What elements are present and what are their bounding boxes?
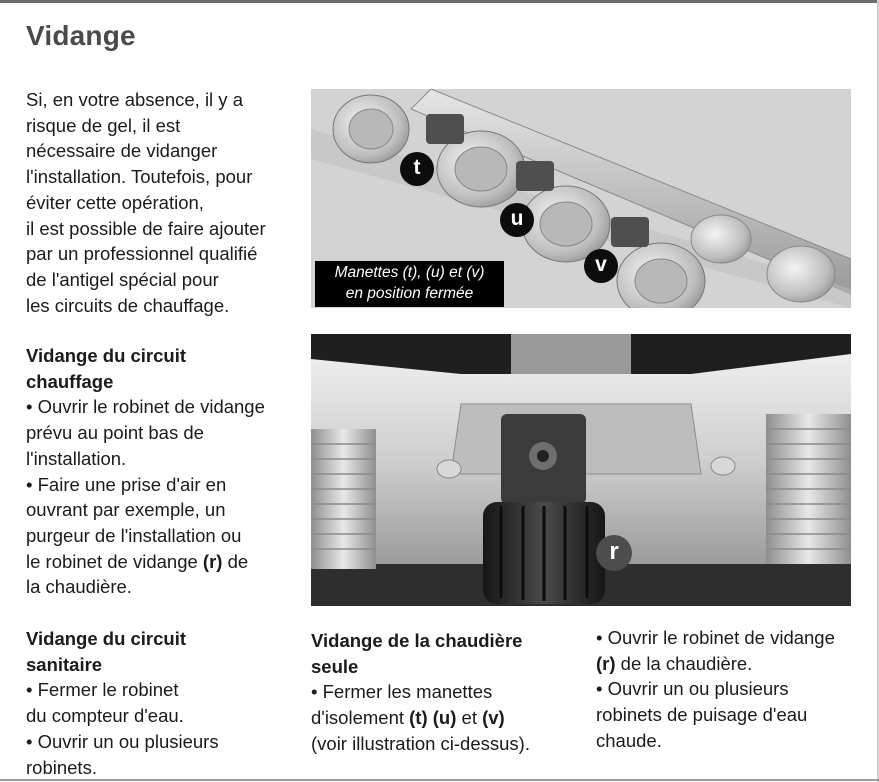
section-line: • Ouvrir un ou plusieurs [26, 730, 219, 752]
section-line: du compteur d'eau. [26, 705, 184, 727]
section-line: ouvrant par exemple, un [26, 499, 226, 521]
section-line [596, 651, 835, 677]
section-line: • Ouvrir le robinet de vidange [596, 627, 835, 648]
valves-caption [315, 261, 504, 307]
section-heading: Vidange de la chaudière [311, 630, 523, 651]
section-heading: sanitaire [26, 653, 103, 675]
text-run: le robinet de vidange [26, 550, 198, 572]
chaudiere-section-continued [596, 625, 835, 754]
section-line: l'installation. [26, 447, 127, 469]
section-line: prévu au point bas de [26, 422, 204, 444]
section-line [311, 705, 530, 731]
intro-line: nécessaire de vidanger [26, 140, 218, 162]
page-title: Vidange [26, 20, 136, 51]
marker-r: r [596, 535, 632, 571]
section-heading: chauffage [26, 370, 114, 392]
section-heading: Vidange du circuit [26, 345, 187, 366]
section-line: (voir illustration ci-dessus). [311, 732, 530, 754]
chaudiere-section [311, 628, 530, 757]
ref-r: (r) [596, 652, 616, 674]
marker-t: t [400, 152, 434, 186]
section-line: • Ouvrir un ou plusieurs [596, 678, 789, 700]
drain-valve-photo [311, 334, 851, 606]
section-heading: Vidange du circuit [26, 628, 187, 649]
caption-line: en position fermée [345, 285, 474, 302]
drain-valve-illustration [311, 334, 851, 606]
intro-line: les circuits de chauffage. [26, 294, 230, 316]
intro-line: éviter cette opération, [26, 191, 204, 213]
top-rule [0, 0, 879, 3]
intro-paragraph [26, 87, 266, 318]
section-line: • Fermer le robinet [26, 679, 179, 701]
ref-r: (r) [202, 550, 223, 572]
ref-t: (t) [409, 707, 428, 729]
intro-line: par un professionnel qualifié [26, 243, 258, 265]
intro-line: l'installation. Toutefois, pour [26, 166, 253, 188]
intro-line: il est possible de faire ajouter [26, 217, 266, 239]
sanitaire-section [26, 626, 219, 780]
chauffage-section [26, 343, 265, 600]
section-line: la chaudière. [26, 576, 132, 598]
intro-line: Si, en votre absence, il y a [26, 89, 243, 110]
section-line: robinets de puisage d'eau [596, 704, 808, 726]
marker-u: u [500, 203, 534, 237]
section-line: chaude. [596, 729, 662, 751]
section-line: • Fermer les manettes [311, 681, 493, 703]
ref-u: (u) [432, 707, 457, 729]
text-run: et [461, 707, 477, 729]
intro-line: de l'antigel spécial pour [26, 268, 219, 290]
text-run: de [227, 550, 249, 572]
caption-line: Manettes (t), (u) et (v) [334, 264, 485, 281]
ref-v: (v) [482, 707, 505, 729]
section-line: • Ouvrir le robinet de vidange [26, 396, 265, 418]
section-line: • Faire une prise d'air en [26, 473, 227, 495]
marker-v: v [584, 249, 618, 283]
section-line: robinets. [26, 756, 97, 778]
section-line: purgeur de l'installation ou [26, 524, 242, 546]
section-heading: seule [311, 655, 359, 677]
intro-line: risque de gel, il est [26, 114, 181, 136]
text-run: de la chaudière. [620, 652, 753, 674]
text-run: d'isolement [311, 707, 404, 729]
section-line [26, 549, 265, 575]
